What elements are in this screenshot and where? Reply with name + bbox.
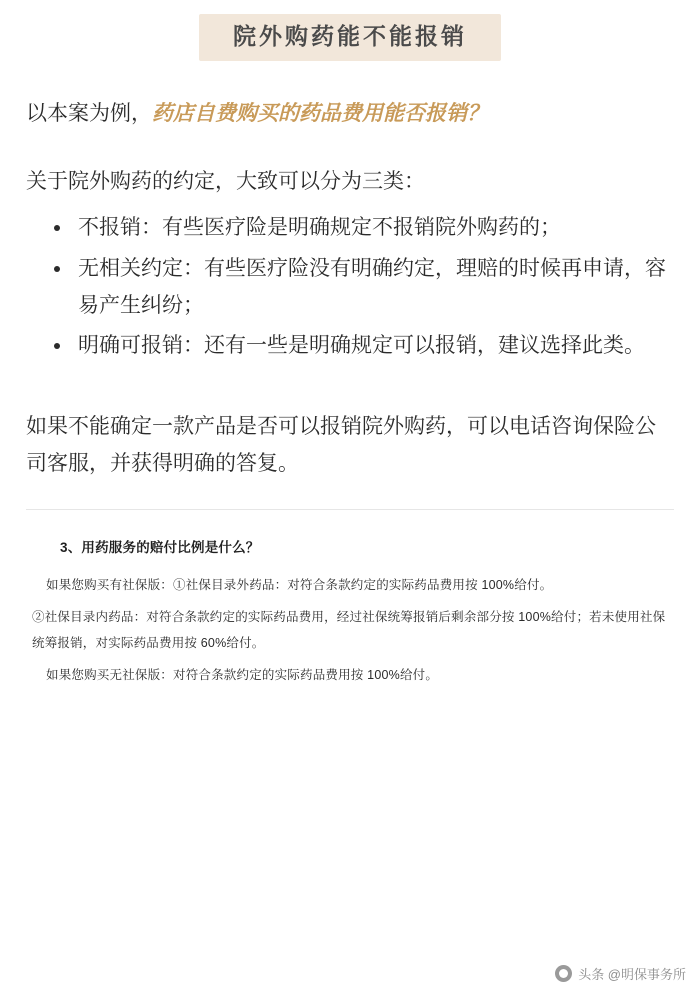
watermark-label: 头条 @明保事务所 bbox=[578, 967, 686, 982]
article-intro: 关于院外购药的约定，大致可以分为三类： bbox=[26, 170, 425, 194]
excerpt-paragraph: 如果您购买无社保版：对符合条款约定的实际药品费用按 100%给付。 bbox=[46, 668, 439, 683]
list-item bbox=[36, 328, 674, 365]
article-closing: 如果不能确定一款产品是否可以报销院外购药，可以电话咨询保险公司客服，并获得明确的答复。 bbox=[26, 415, 656, 475]
article-lead bbox=[26, 97, 674, 131]
policy-excerpt bbox=[32, 536, 668, 689]
bullet-dot-icon bbox=[54, 266, 60, 272]
toutiao-logo-icon bbox=[555, 965, 572, 982]
list-item bbox=[36, 251, 674, 325]
list-item-text: 无相关约定：有些医疗险没有明确约定，理赔的时候再申请，容易产生纠纷； bbox=[78, 256, 666, 317]
excerpt-paragraph: 如果您购买有社保版：①社保目录外药品：对符合条款约定的实际药品费用按 100%给付。 bbox=[46, 577, 553, 592]
list-item-text: 不报销：有些医疗险是明确规定不报销院外购药的； bbox=[78, 216, 561, 240]
excerpt-title: 3、用药服务的赔付比例是什么？ bbox=[60, 539, 260, 555]
article-lead-prefix: 以本案为例， bbox=[26, 101, 152, 125]
bullet-dot-icon bbox=[54, 343, 60, 349]
excerpt-paragraph: ②社保目录内药品：对符合条款约定的实际药品费用，经过社保统筹报销后剩余部分按 100%给付；若未使用社保统筹报销，对实际药品费用按 60%给付。 bbox=[32, 609, 666, 651]
article-lead-highlight: 药店自费购买的药品费用能否报销？ bbox=[152, 101, 488, 125]
article-card bbox=[26, 97, 674, 510]
watermark bbox=[555, 964, 686, 983]
list-item bbox=[36, 210, 674, 247]
list-item-text: 明确可报销：还有一些是明确规定可以报销，建议选择此类。 bbox=[78, 334, 645, 358]
article-bullet-list bbox=[26, 210, 674, 365]
header-banner-title: 院外购药能不能报销 bbox=[199, 14, 501, 61]
header-banner-wrap bbox=[0, 0, 700, 61]
bullet-dot-icon bbox=[54, 225, 60, 231]
